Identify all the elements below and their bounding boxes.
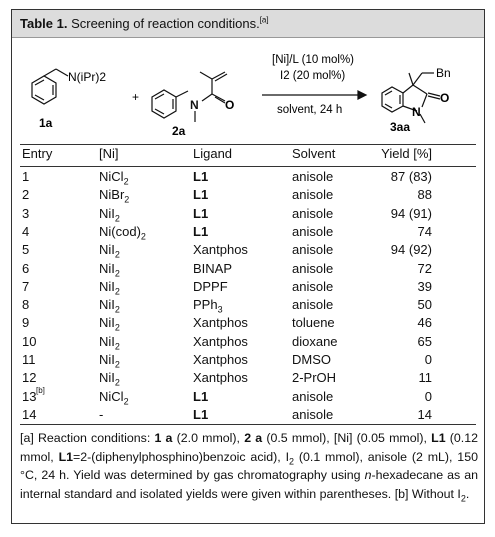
reaction-scheme — [12, 39, 484, 143]
cell-solvent: toluene — [292, 315, 335, 331]
table-row — [12, 352, 484, 370]
cell-solvent: anisole — [292, 278, 334, 294]
table-header — [12, 146, 484, 164]
cell-solvent: anisole — [292, 388, 334, 404]
table-row — [12, 261, 484, 279]
cell-ligand-name: Xantphos — [193, 242, 248, 258]
footnote-b-mark: [b] — [394, 486, 409, 501]
cell-ni-formula: NiI — [99, 333, 115, 349]
cell-yield: 46 — [417, 315, 432, 331]
cell-entry: 3 — [22, 205, 30, 221]
cell-ni — [99, 223, 146, 242]
cell-ligand — [193, 352, 248, 367]
cell-yield: 87 (83) — [390, 169, 432, 184]
cell-ligand — [193, 206, 208, 221]
table-row — [12, 334, 484, 352]
cell-solvent: anisole — [292, 242, 334, 258]
cell-ligand-sub: 3 — [217, 304, 223, 315]
footnote-text: (2.0 mmol), — [172, 431, 245, 445]
condition-catalyst: [Ni]/L (10 mol%) — [272, 54, 355, 66]
cell-entry: 5 — [22, 242, 30, 258]
table-row — [12, 206, 484, 224]
cell-ligand-name: Xantphos — [193, 315, 248, 331]
cell-solvent: anisole — [292, 297, 334, 313]
cell-ni-formula: NiI — [99, 315, 115, 331]
footnote-text: =2-(diphenylphosphino)benzoic acid), I — [73, 449, 290, 464]
table-title — [20, 16, 269, 31]
table-row: 13 [b] NiCl$_2$ L1 anisole 0 — [22, 385, 432, 407]
cell-ni-formula: NiCl — [99, 169, 124, 184]
footnote-text: (0.1 mmol), anisole (2 mL), 150 °C, 24 h. Yield was determined by gas chromatography using — [20, 449, 478, 483]
cell-entry: 10 — [22, 333, 37, 349]
cell-solvent: 2-PrOH — [292, 370, 337, 386]
cell-entry: 13 — [22, 388, 37, 404]
cell-ni-formula: NiI — [99, 205, 115, 221]
cell-ligand-name: PPh — [193, 297, 218, 313]
amine-label: N(iPr)2 — [68, 70, 106, 84]
cell-ligand — [193, 334, 248, 349]
cell-ni-sub: 2 — [114, 377, 120, 388]
amide-n-atom: N — [190, 98, 199, 112]
footnote-text: Reaction conditions: — [33, 431, 155, 445]
cell-ni — [99, 388, 129, 407]
table-row — [12, 242, 484, 260]
footnote-italic: n — [364, 468, 372, 483]
cell-ni-formula: NiI — [99, 370, 115, 386]
rule-bottom — [20, 424, 476, 425]
table-row — [12, 407, 484, 425]
cell-entry: 9 — [22, 315, 30, 331]
cell-ni-formula: NiCl — [99, 388, 124, 404]
footnote-text: (0.5 mmol), [Ni] (0.05 mmol), — [262, 431, 432, 445]
cell-ni-sub: 2 — [114, 341, 120, 352]
cell-ni-sub: 2 — [114, 249, 120, 260]
compound-1a-label: 1a — [39, 116, 53, 130]
table-row — [12, 370, 484, 388]
table-row — [12, 187, 484, 205]
table-label: Table 1. — [20, 16, 68, 31]
cell-ligand — [193, 261, 232, 276]
table-row — [12, 169, 484, 187]
cell-entry: 4 — [22, 223, 30, 239]
product-bn-label: Bn — [436, 66, 451, 80]
cell-ni-sub: 2 — [123, 176, 129, 187]
rule-top — [20, 144, 476, 145]
cell-entry: 1 — [22, 169, 30, 184]
title-note-mark: [a] — [259, 15, 269, 25]
cell-ni-sub: 2 — [123, 396, 129, 407]
compound-2a-label: 2a — [172, 124, 186, 138]
cell-ni — [99, 352, 120, 370]
cell-yield: 94 (91) — [390, 205, 432, 221]
cell-entry: 2 — [22, 187, 30, 203]
plus-sign: + — [132, 90, 140, 104]
reaction-scheme-svg — [12, 39, 484, 143]
cell-ligand-name: L1 — [193, 169, 209, 184]
footnote — [20, 429, 478, 503]
cell-ligand — [193, 279, 228, 294]
footnote-text: Without I — [408, 486, 461, 501]
cell-ni-sub: 2 — [114, 359, 120, 370]
cell-yield: 50 — [417, 297, 432, 313]
condition-solvent: solvent, 24 h — [277, 104, 343, 116]
cell-yield: 0 — [424, 352, 432, 367]
cell-ni-formula: NiI — [99, 297, 115, 313]
compound-3aa-label: 3aa — [390, 120, 411, 134]
table-title-text: Screening of reaction conditions. — [71, 16, 260, 31]
cell-entry: 6 — [22, 260, 30, 276]
cell-ni-sub: 2 — [114, 268, 120, 279]
rule-header — [20, 166, 476, 167]
cell-ni — [99, 278, 120, 297]
header-solvent: Solvent — [292, 146, 336, 161]
cell-ligand-name: L1 — [193, 223, 209, 239]
cell-ni — [99, 407, 103, 422]
cell-ligand — [193, 187, 208, 202]
cell-ni-sub: 2 — [114, 322, 120, 333]
table-row — [12, 315, 484, 333]
footnote-sub: 2 — [289, 456, 295, 467]
cell-ni-sub: 2 — [114, 286, 120, 297]
cell-solvent: anisole — [292, 406, 334, 422]
header-entry: Entry — [22, 146, 53, 161]
footnote-sub: 2 — [460, 493, 466, 504]
cell-ligand-name: BINAP — [193, 260, 233, 276]
cell-entry: 11 — [22, 352, 36, 367]
cell-ligand-name: L1 — [193, 187, 209, 203]
cell-ligand — [193, 389, 208, 404]
product-o-atom: O — [440, 91, 450, 105]
cell-yield: 74 — [417, 223, 432, 239]
header-yield: Yield [%] — [381, 146, 432, 161]
footnote-text: -hexadecane as an internal standard and isolated yields were given within parentheses. — [20, 468, 478, 501]
cell-ni-formula: NiI — [99, 278, 115, 294]
table-title-bar — [12, 10, 484, 38]
cell-ni-sub: 2 — [114, 304, 120, 315]
cell-ligand — [193, 407, 208, 422]
cell-ni — [99, 333, 120, 352]
cell-entry: 7 — [22, 278, 30, 294]
cell-yield: 14 — [417, 406, 432, 422]
cell-ni-formula: NiBr — [99, 187, 125, 203]
cell-yield: 11 — [418, 370, 432, 386]
footnote-compound: 1 a — [154, 431, 173, 445]
cell-solvent: anisole — [292, 169, 334, 184]
cell-ni-sub: 2 — [114, 213, 120, 224]
cell-ni-formula: NiI — [99, 352, 115, 367]
footnote-ligand: L1 — [58, 449, 74, 464]
cell-ni-formula: NiI — [99, 260, 115, 276]
footnote-text: . — [465, 486, 470, 501]
cell-ni — [99, 205, 120, 224]
cell-ligand-name: L1 — [193, 406, 209, 422]
cell-ni-formula: Ni(cod) — [99, 223, 141, 239]
condition-iodine: I2 (20 mol%) — [280, 70, 346, 82]
cell-ligand — [193, 297, 223, 315]
cell-ligand — [193, 315, 248, 330]
cell-ni — [99, 187, 130, 205]
cell-solvent: dioxane — [292, 333, 338, 349]
header-ligand: Ligand — [193, 146, 233, 161]
table-row — [12, 297, 484, 315]
cell-ligand-name: Xantphos — [193, 333, 248, 349]
footnote-text: (0.12 mmol, — [20, 431, 479, 464]
cell-ni — [99, 370, 120, 388]
cell-solvent: anisole — [292, 223, 334, 239]
cell-yield: 39 — [417, 278, 432, 294]
cell-entry: 12 — [22, 370, 37, 386]
cell-yield: 88 — [417, 187, 432, 203]
cell-solvent: anisole — [292, 260, 334, 276]
cell-solvent: anisole — [292, 205, 334, 221]
cell-ligand — [193, 224, 208, 239]
footnote-ligand: L1 — [431, 431, 446, 445]
cell-ni — [99, 315, 120, 333]
cell-solvent: anisole — [292, 187, 334, 203]
header-ni: [Ni] — [99, 146, 119, 161]
cell-yield: 0 — [424, 388, 432, 404]
product-n-atom: N — [412, 105, 421, 119]
cell-ni-formula: NiI — [99, 242, 115, 258]
cell-ligand-name: Xantphos — [193, 370, 248, 386]
footnote-compound: 2 a — [244, 431, 263, 445]
cell-ligand — [193, 169, 208, 184]
cell-ligand-name: DPPF — [193, 278, 228, 294]
cell-entry: 14 — [22, 406, 37, 422]
cell-ligand — [193, 242, 248, 257]
cell-ni — [99, 169, 129, 187]
table-row — [12, 279, 484, 297]
footnote-a-mark: [a] — [20, 431, 34, 445]
cell-ni-sub: 2 — [140, 231, 146, 242]
table-row — [12, 224, 484, 242]
cell-yield: 65 — [417, 333, 432, 349]
cell-ligand-name: Xantphos — [193, 352, 248, 367]
cell-ni-formula: - — [99, 406, 104, 422]
cell-ligand — [193, 370, 248, 385]
cell-yield: 72 — [417, 260, 432, 276]
cell-ni — [99, 297, 120, 315]
cell-solvent: DMSO — [292, 352, 331, 367]
amide-o-atom: O — [225, 98, 235, 112]
cell-ligand-name: L1 — [193, 205, 209, 221]
table-frame — [11, 9, 485, 524]
cell-ligand-name: L1 — [193, 388, 209, 404]
cell-ni — [99, 242, 120, 260]
cell-ni-sub: 2 — [124, 194, 130, 205]
cell-yield: 94 (92) — [390, 242, 432, 258]
cell-ni — [99, 260, 120, 279]
cell-entry: 8 — [22, 297, 30, 313]
